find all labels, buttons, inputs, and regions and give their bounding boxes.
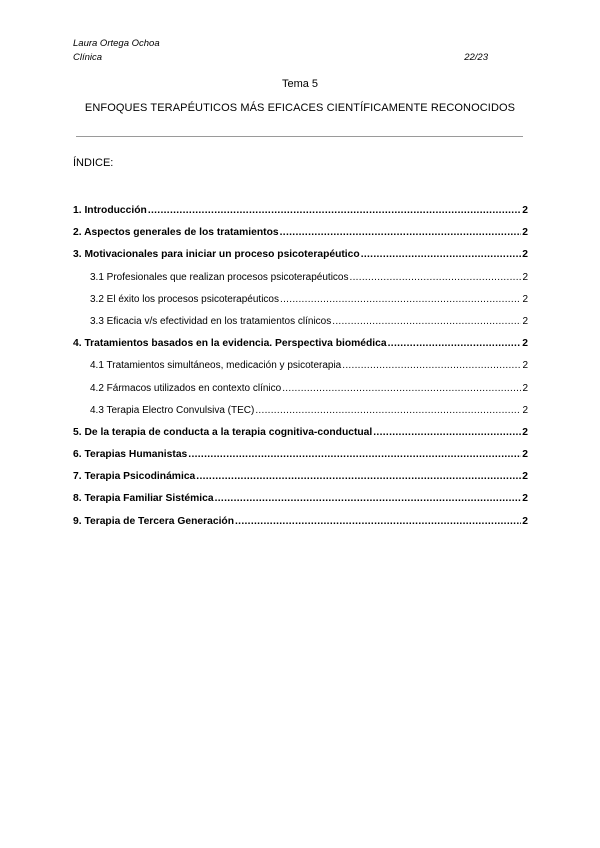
header-author: Laura Ortega Ochoa <box>73 38 160 49</box>
toc-page-number: 2 <box>522 293 528 305</box>
toc-entry-title: 4. Tratamientos basados en la evidencia. Perspectiva biomédica <box>73 338 387 350</box>
toc-leader <box>388 338 522 349</box>
toc-entry-title: 4.2 Fármacos utilizados en contexto clínico <box>90 382 282 394</box>
toc-entry-title: 8. Terapia Familiar Sistémica <box>73 493 214 505</box>
toc-page-number: 2 <box>522 249 528 261</box>
toc-page-number: 2 <box>522 426 528 438</box>
toc-subentry[interactable] <box>73 294 528 316</box>
toc-subentry[interactable] <box>73 360 528 382</box>
toc-page-number: 2 <box>522 471 528 483</box>
unit-label: Tema 5 <box>281 78 319 90</box>
toc-leader <box>361 249 522 260</box>
toc-entry[interactable] <box>73 516 528 538</box>
toc-entry[interactable] <box>73 338 528 360</box>
toc-leader <box>282 383 521 394</box>
toc-page-number: 2 <box>522 271 528 283</box>
toc-subentry[interactable] <box>73 316 528 338</box>
toc-page-number: 2 <box>522 338 528 350</box>
toc-entry-title: 4.1 Tratamientos simultáneos, medicación y psicoterapia <box>90 360 342 372</box>
toc-leader <box>235 516 521 527</box>
toc-entry-title: 3.3 Eficacia v/s efectividad en los tratamientos clínicos <box>90 315 332 327</box>
toc-entry[interactable] <box>73 227 528 249</box>
toc-entry-title: 4.3 Terapia Electro Convulsiva (TEC) <box>90 404 255 416</box>
toc-entry-title: 1. Introducción <box>73 205 147 216</box>
toc-entry-title: 3. Motivacionales para iniciar un proceso psicoterapéutico <box>73 249 360 261</box>
page-header-left <box>73 37 160 65</box>
toc-entry[interactable] <box>73 493 528 515</box>
toc-page-number: 2 <box>522 315 528 327</box>
toc-entry-title: 6. Terapias Humanistas <box>73 449 188 461</box>
toc-entry[interactable] <box>73 471 528 493</box>
toc-entry[interactable] <box>73 205 528 227</box>
toc-subentry[interactable] <box>73 272 528 294</box>
toc-page-number: 2 <box>522 360 528 372</box>
toc-entry-title: 9. Terapia de Tercera Generación <box>73 515 235 527</box>
toc-entry-title: 3.1 Profesionales que realizan procesos psicoterapéuticos <box>90 271 349 283</box>
toc-entry[interactable] <box>73 449 528 471</box>
title-divider <box>76 136 523 137</box>
document-title: ENFOQUES TERAPÉUTICOS MÁS EFICACES CIENTÍFICAMENTE RECONOCIDOS <box>84 102 516 114</box>
toc-entry-title: 3.2 El éxito los procesos psicoterapéuticos <box>90 293 279 305</box>
toc-entry-title: 2. Aspectos generales de los tratamientos <box>73 227 279 239</box>
toc-page-number: 2 <box>522 493 528 505</box>
toc-entry[interactable] <box>73 427 528 449</box>
toc-entry[interactable] <box>73 249 528 271</box>
toc-leader <box>148 205 521 216</box>
toc-leader <box>342 360 521 371</box>
toc-subentry[interactable] <box>73 383 528 405</box>
toc-leader <box>215 493 522 504</box>
toc-leader <box>280 227 522 238</box>
toc-leader <box>332 316 521 327</box>
toc-entry-title: 7. Terapia Psicodinámica <box>73 471 196 483</box>
table-of-contents <box>73 205 528 538</box>
toc-page-number: 2 <box>522 227 528 239</box>
toc-entry-title: 5. De la terapia de conducta a la terapia cognitiva-conductual <box>73 426 373 438</box>
toc-leader <box>373 427 521 438</box>
toc-page-number: 2 <box>522 449 528 461</box>
toc-leader <box>188 449 521 460</box>
toc-page-number: 2 <box>522 382 528 394</box>
toc-leader <box>196 471 521 482</box>
toc-leader <box>280 294 521 305</box>
index-heading: ÍNDICE: <box>73 157 114 169</box>
toc-leader <box>255 405 521 416</box>
toc-subentry[interactable] <box>73 405 528 427</box>
toc-page-number: 2 <box>522 404 528 416</box>
toc-leader <box>350 272 522 283</box>
header-course: 22/23 <box>464 52 488 63</box>
header-subject: Clínica <box>73 52 103 63</box>
toc-page-number: 2 <box>522 515 528 527</box>
toc-page-number: 2 <box>522 205 528 216</box>
